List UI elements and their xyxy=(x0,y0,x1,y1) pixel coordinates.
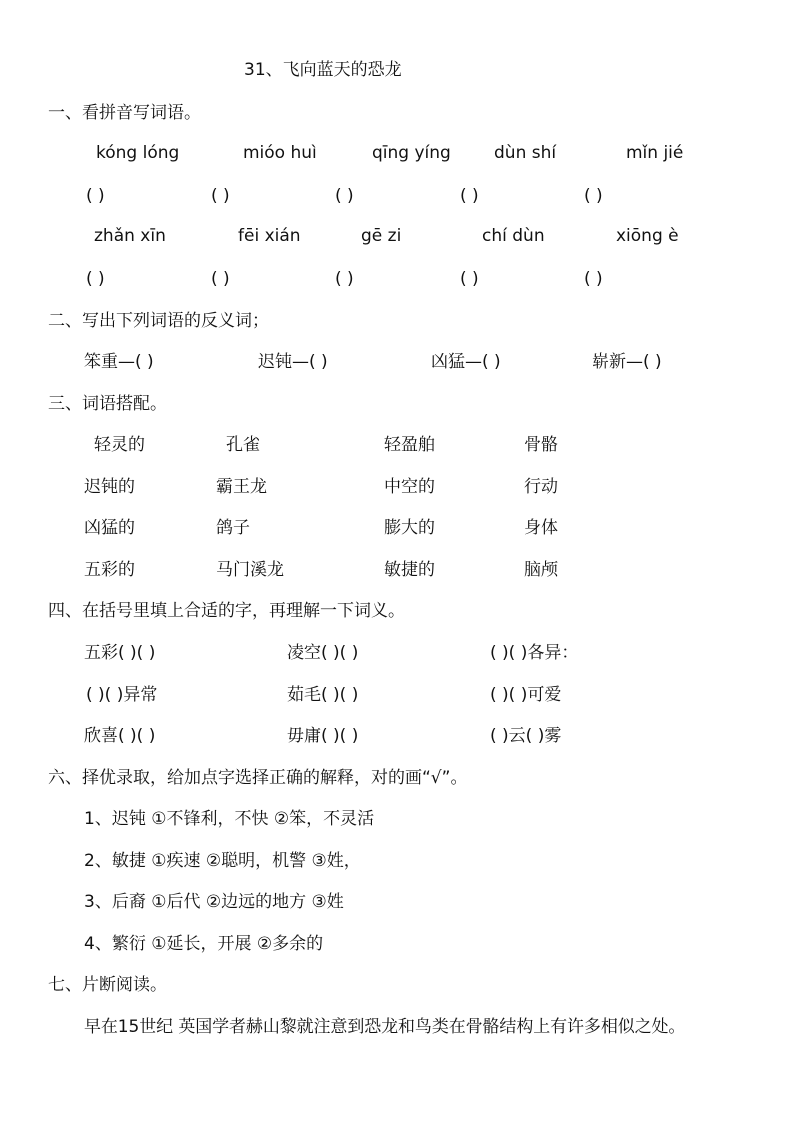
match-word: 鸽子 xyxy=(216,518,250,538)
pinyin-item: mióo huì xyxy=(243,143,317,163)
pinyin-item: xiōng è xyxy=(616,226,679,246)
pinyin-item: chí dùn xyxy=(482,226,545,246)
fill-idiom[interactable]: ( )云( )雾 xyxy=(490,726,562,746)
section7-heading: 七、片断阅读。 xyxy=(48,975,167,995)
match-word: 脑颅 xyxy=(524,560,558,580)
match-word: 五彩的 xyxy=(84,560,135,580)
answer-blank[interactable]: ( ) xyxy=(86,186,105,206)
match-word: 迟钝的 xyxy=(84,477,135,497)
antonym-item[interactable]: 崭新—( ) xyxy=(592,352,662,372)
answer-blank[interactable]: ( ) xyxy=(460,186,479,206)
choice-question[interactable]: 2、敏捷 ①疾速 ②聪明，机警 ③姓， xyxy=(84,851,361,871)
pinyin-item: kóng lóng xyxy=(96,143,180,163)
pinyin-item: gē zi xyxy=(361,226,402,246)
section6-heading: 六、择优录取，给加点字选择正确的解释，对的画“√”。 xyxy=(48,768,468,788)
choice-question[interactable]: 3、后裔 ①后代 ②边远的地方 ③姓 xyxy=(84,892,344,912)
antonym-item[interactable]: 凶猛—( ) xyxy=(431,352,501,372)
match-word: 马门溪龙 xyxy=(216,560,284,580)
pinyin-item: zhǎn xīn xyxy=(94,226,166,246)
fill-idiom[interactable]: 欣喜( )( ) xyxy=(84,726,156,746)
match-word: 轻灵的 xyxy=(94,435,145,455)
page-title: 31、飞向蓝天的恐龙 xyxy=(244,60,402,80)
pinyin-item: qīng yíng xyxy=(372,143,451,163)
pinyin-item: dùn shí xyxy=(494,143,557,163)
section3-heading: 三、词语搭配。 xyxy=(48,394,167,414)
answer-blank[interactable]: ( ) xyxy=(211,269,230,289)
match-word: 孔雀 xyxy=(226,435,260,455)
reading-paragraph: 早在15世纪 英国学者赫山黎就注意到恐龙和鸟类在骨骼结构上有许多相似之处。 xyxy=(84,1017,686,1037)
fill-idiom[interactable]: ( )( )各异： xyxy=(490,643,579,663)
match-word: 中空的 xyxy=(384,477,435,497)
match-word: 霸王龙 xyxy=(216,477,267,497)
match-word: 轻盈舶 xyxy=(384,435,435,455)
match-word: 凶猛的 xyxy=(84,518,135,538)
answer-blank[interactable]: ( ) xyxy=(86,269,105,289)
answer-blank[interactable]: ( ) xyxy=(460,269,479,289)
choice-question[interactable]: 4、繁衍 ①延长，开展 ②多余的 xyxy=(84,934,324,954)
match-word: 敏捷的 xyxy=(384,560,435,580)
match-word: 身体 xyxy=(524,518,558,538)
fill-idiom[interactable]: 五彩( )( ) xyxy=(84,643,156,663)
answer-blank[interactable]: ( ) xyxy=(584,269,603,289)
answer-blank[interactable]: ( ) xyxy=(335,269,354,289)
antonym-item[interactable]: 笨重—( ) xyxy=(84,352,154,372)
match-word: 膨大的 xyxy=(384,518,435,538)
fill-idiom[interactable]: 凌空( )( ) xyxy=(287,643,359,663)
match-word: 骨骼 xyxy=(524,435,558,455)
section4-heading: 四、在括号里填上合适的字，再理解一下词义。 xyxy=(48,601,405,621)
fill-idiom[interactable]: 茹毛( )( ) xyxy=(287,685,359,705)
choice-question[interactable]: 1、迟钝 ①不锋利，不快 ②笨，不灵活 xyxy=(84,809,375,829)
answer-blank[interactable]: ( ) xyxy=(335,186,354,206)
fill-idiom[interactable]: 毋庸( )( ) xyxy=(287,726,359,746)
match-word: 行动 xyxy=(524,477,558,497)
fill-idiom[interactable]: ( )( )可爱 xyxy=(490,685,562,705)
antonym-item[interactable]: 迟钝—( ) xyxy=(258,352,328,372)
section1-heading: 一、看拼音写词语。 xyxy=(48,103,201,123)
answer-blank[interactable]: ( ) xyxy=(584,186,603,206)
fill-idiom[interactable]: ( )( )异常 xyxy=(86,685,158,705)
pinyin-item: mǐn jié xyxy=(626,143,684,163)
answer-blank[interactable]: ( ) xyxy=(211,186,230,206)
section2-heading: 二、写出下列词语的反义词； xyxy=(48,311,269,331)
pinyin-item: fēi xián xyxy=(238,226,301,246)
